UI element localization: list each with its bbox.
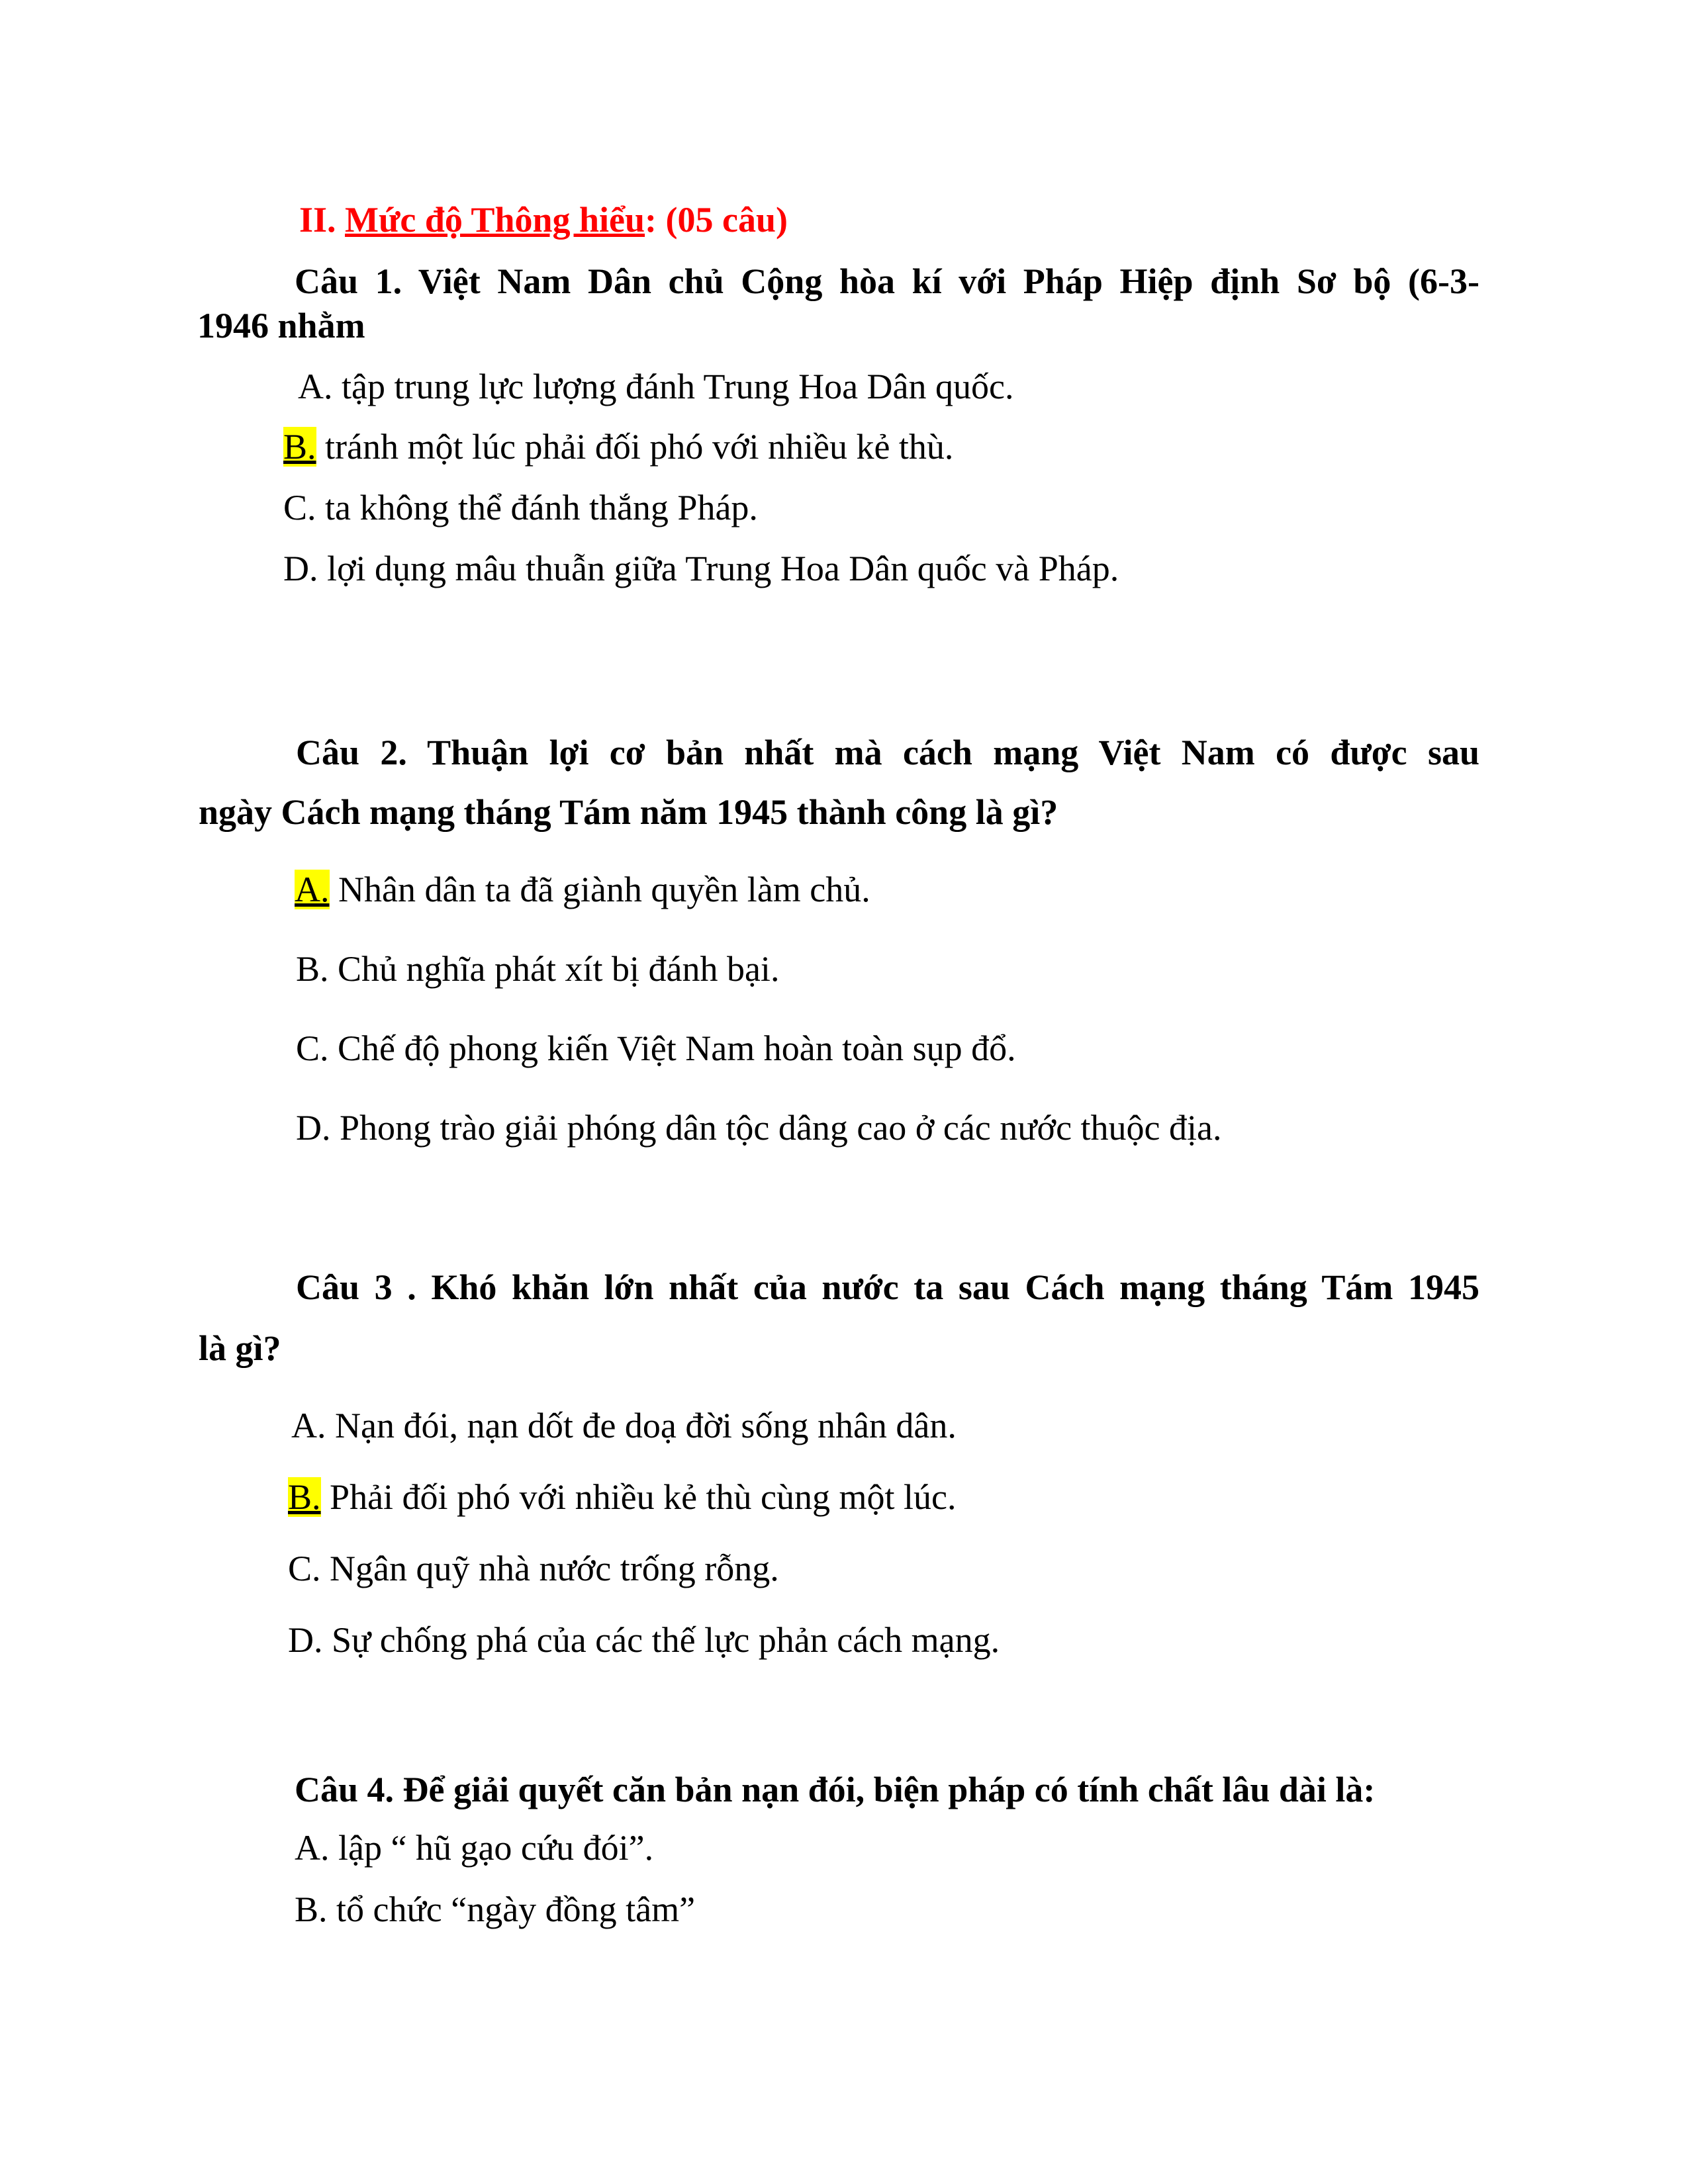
question-3-option-a (291, 1404, 957, 1447)
option-text: Phong trào giải phóng dân tộc dâng cao ở các nước thuộc địa. (330, 1108, 1222, 1148)
section-level: Mức độ Thông hiểu (345, 200, 645, 240)
option-text: tổ chức “ngày đồng tâm” (327, 1889, 696, 1929)
option-text: Chủ nghĩa phát xít bị đánh bại. (328, 949, 780, 989)
option-letter: D. (288, 1620, 323, 1660)
question-3-stem-line-1: Câu 3 . Khó khăn lớn nhất của nước ta sau Cách mạng tháng Tám 1945 (296, 1267, 1479, 1307)
question-2-option-c (296, 1027, 1016, 1069)
option-text: Nạn đói, nạn dốt đe doạ đời sống nhân dân. (326, 1406, 957, 1445)
question-1-option-a (298, 365, 1013, 408)
option-letter: A. (298, 367, 333, 406)
option-text: Chế độ phong kiến Việt Nam hoàn toàn sụp đổ. (328, 1028, 1016, 1068)
question-1-stem-line-1: Câu 1. Việt Nam Dân chủ Cộng hòa kí với Pháp Hiệp định Sơ bộ (6-3- (295, 261, 1479, 301)
option-text: lợi dụng mâu thuẫn giữa Trung Hoa Dân quốc và Pháp. (318, 549, 1119, 588)
option-letter: C. (288, 1549, 321, 1588)
question-3-option-c (288, 1547, 779, 1590)
question-3-option-b (288, 1476, 956, 1518)
question-2-option-a (295, 868, 870, 911)
question-2-stem-line-1: Câu 2. Thuận lợi cơ bản nhất mà cách mạng Việt Nam có được sau (296, 733, 1479, 772)
question-4-stem-line-1: Câu 4. Để giải quyết căn bản nạn đói, biện pháp có tính chất lâu dài là: (295, 1770, 1376, 1809)
option-text: tránh một lúc phải đối phó với nhiều kẻ thù. (316, 427, 954, 467)
question-2-option-d (296, 1107, 1222, 1149)
option-letter: D. (296, 1108, 331, 1148)
question-4-option-a (295, 1827, 653, 1869)
option-text: Nhân dân ta đã giành quyền làm chủ. (329, 870, 870, 909)
question-2-stem-line-2: ngày Cách mạng tháng Tám năm 1945 thành công là gì? (199, 792, 1058, 832)
option-letter: A. (291, 1406, 326, 1445)
question-1-option-c (283, 486, 758, 529)
section-heading (299, 199, 788, 241)
question-4-option-b (295, 1888, 695, 1931)
question-1-option-b (283, 426, 953, 468)
question-2-option-b (296, 948, 779, 990)
question-3-option-d (288, 1619, 1000, 1661)
option-letter: A. (295, 1828, 330, 1868)
option-text: tập trung lực lượng đánh Trung Hoa Dân quốc. (332, 367, 1014, 406)
correct-answer-marker: B. (288, 1477, 321, 1517)
section-count: (05 câu) (665, 200, 788, 240)
option-letter: B. (296, 949, 329, 989)
question-3-stem-line-2: là gì? (199, 1328, 281, 1368)
question-1-stem-line-2: 1946 nhằm (197, 306, 365, 345)
option-letter: B. (295, 1889, 328, 1929)
section-roman: II. (299, 200, 336, 240)
option-text: Sự chống phá của các thế lực phản cách mạng. (322, 1620, 1000, 1660)
section-colon: : (645, 200, 657, 240)
option-text: ta không thể đánh thắng Pháp. (316, 488, 758, 527)
correct-answer-marker: A. (295, 870, 330, 909)
option-text: Phải đối phó với nhiều kẻ thù cùng một lúc. (320, 1477, 957, 1517)
option-letter: D. (283, 549, 318, 588)
option-text: lập “ hũ gạo cứu đói”. (329, 1828, 654, 1868)
option-letter: C. (283, 488, 316, 527)
option-text: Ngân quỹ nhà nước trống rỗng. (320, 1549, 779, 1588)
correct-answer-marker: B. (283, 427, 316, 467)
option-letter: C. (296, 1028, 329, 1068)
question-1-option-d (283, 547, 1119, 590)
